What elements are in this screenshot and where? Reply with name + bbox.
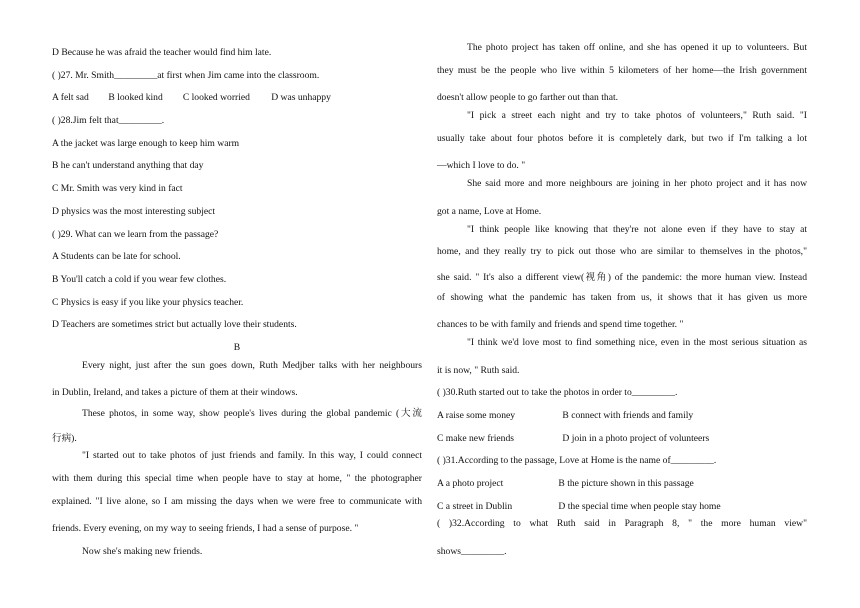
q27-option-b: B looked kind — [108, 92, 163, 104]
paragraph-6-line-3: —which I love to do. " — [437, 160, 526, 172]
q27-stem: ( )27. Mr. Smith_________at first when Jim came into the classroom. — [52, 69, 320, 81]
q26-option-d: D Because he was afraid the teacher would find him late. — [52, 47, 272, 58]
paragraph-2-line-1: These photos, in some way, show people's lives during the global pandemic (大流 — [82, 408, 422, 419]
q32-stem-line-2: shows_________. — [437, 546, 507, 558]
paragraph-2-line-2: 行病). — [52, 432, 77, 444]
q30-options-ab — [437, 405, 807, 428]
left-column — [52, 42, 422, 564]
q30-option-b: B connect with friends and family — [562, 410, 694, 421]
q29-option-b: B You'll catch a cold if you wear few clothes. — [52, 273, 227, 285]
paragraph-8-line-5: chances to be with family and friends and spend time together. " — [437, 319, 684, 331]
paragraph-4-line-1: Now she's making new friends. — [82, 546, 203, 558]
q32-stem-line-1: ( )32.According to what Ruth said in Paragraph 8, " the more human view" — [437, 518, 807, 530]
q29-option-a: A Students can be late for school. — [52, 251, 181, 263]
q28-stem: ( )28.Jim felt that_________. — [52, 115, 165, 127]
paragraph-3-line-3: explained. "I live alone, so I am missing the days when we were free to communicate with — [52, 495, 422, 507]
q31-stem: ( )31.According to the passage, Love at Home is the name of_________. — [437, 455, 717, 467]
q30-option-a: A raise some money — [437, 410, 516, 421]
q28-option-d: D physics was the most interesting subject — [52, 205, 216, 217]
q28-option-a: A the jacket was large enough to keep him warm — [52, 137, 240, 149]
paragraph-3-line-1: "I started out to take photos of just friends and family. In this way, I could connect — [82, 450, 422, 462]
paragraph-5-line-2: they must be the people who live within 5 kilometers of her home—the Irish government — [437, 64, 807, 76]
paragraph-5-line-1: The photo project has taken off online, and she has opened it up to volunteers. But — [467, 42, 807, 53]
paragraph-1-line-1: Every night, just after the sun goes down, Ruth Medjber talks with her neighbours — [82, 359, 422, 371]
q27-option-a: A felt sad — [52, 92, 89, 104]
paragraph-8-line-3: she said. " It's also a different view(视角) of the pandemic: the more human view. Instead — [437, 271, 807, 283]
q27-option-c: C looked worried — [182, 92, 250, 104]
q30-option-d: D join in a photo project of volunteers — [562, 432, 710, 444]
q30-option-c: C make new friends — [437, 432, 514, 444]
q29-option-d: D Teachers are sometimes strict but actually love their students. — [52, 319, 297, 331]
q31-option-b: B the picture shown in this passage — [558, 478, 694, 490]
q31-options-ab — [437, 473, 807, 496]
paragraph-6-line-2: usually take about four photos before it is completely dark, but two if I'm talking a lot — [437, 132, 807, 144]
paragraph-8-line-1: "I think people like knowing that they're not alone even if they have to stay at — [467, 223, 807, 235]
q31-options-cd — [437, 496, 807, 519]
q31-option-c: C a street in Dublin — [437, 500, 513, 512]
q31-option-a: A a photo project — [437, 478, 504, 490]
q28-option-c: C Mr. Smith was very kind in fact — [52, 183, 183, 195]
q30-stem: ( )30.Ruth started out to take the photos in order to_________. — [437, 387, 678, 399]
q27-option-d: D was unhappy — [271, 92, 331, 104]
paragraph-6-line-1: "I pick a street each night and try to take photos of volunteers," Ruth said. "I — [467, 110, 807, 122]
q29-option-c: C Physics is easy if you like your physics teacher. — [52, 296, 244, 308]
paragraph-1-line-2: in Dublin, Ireland, and takes a picture of them at their windows. — [52, 387, 298, 399]
q30-options-cd — [437, 428, 807, 451]
paragraph-7-line-1: She said more and more neighbours are joining in her photo project and it has now — [467, 178, 807, 190]
q29-stem: ( )29. What can we learn from the passage? — [52, 228, 219, 240]
paragraph-3-line-2: with them during this special time when people have to stay at home, " the photographer — [52, 473, 422, 485]
q28-option-b: B he can't understand anything that day — [52, 160, 204, 172]
paragraph-5-line-3: doesn't allow people to go farther out than that. — [437, 92, 619, 104]
right-column — [437, 42, 807, 564]
paragraph-9-line-1: "I think we'd love most to find something nice, even in the most serious situation as — [467, 336, 807, 348]
q27-options — [52, 87, 422, 110]
paragraph-7-line-2: got a name, Love at Home. — [437, 205, 542, 217]
paragraph-8-line-2: home, and they really try to pick out those who are similar to themselves in the photos," — [437, 246, 807, 258]
paragraph-8-line-4: of showing what the pandemic has taken from us, it shows that it has given us more — [437, 291, 807, 303]
paragraph-9-line-2: it is now, " Ruth said. — [437, 364, 520, 376]
paragraph-3-line-4: friends. Every evening, on my way to seeing friends, I had a sense of purpose. " — [52, 523, 359, 535]
section-heading: B — [233, 341, 241, 353]
q31-option-d: D the special time when people stay home — [558, 500, 721, 512]
